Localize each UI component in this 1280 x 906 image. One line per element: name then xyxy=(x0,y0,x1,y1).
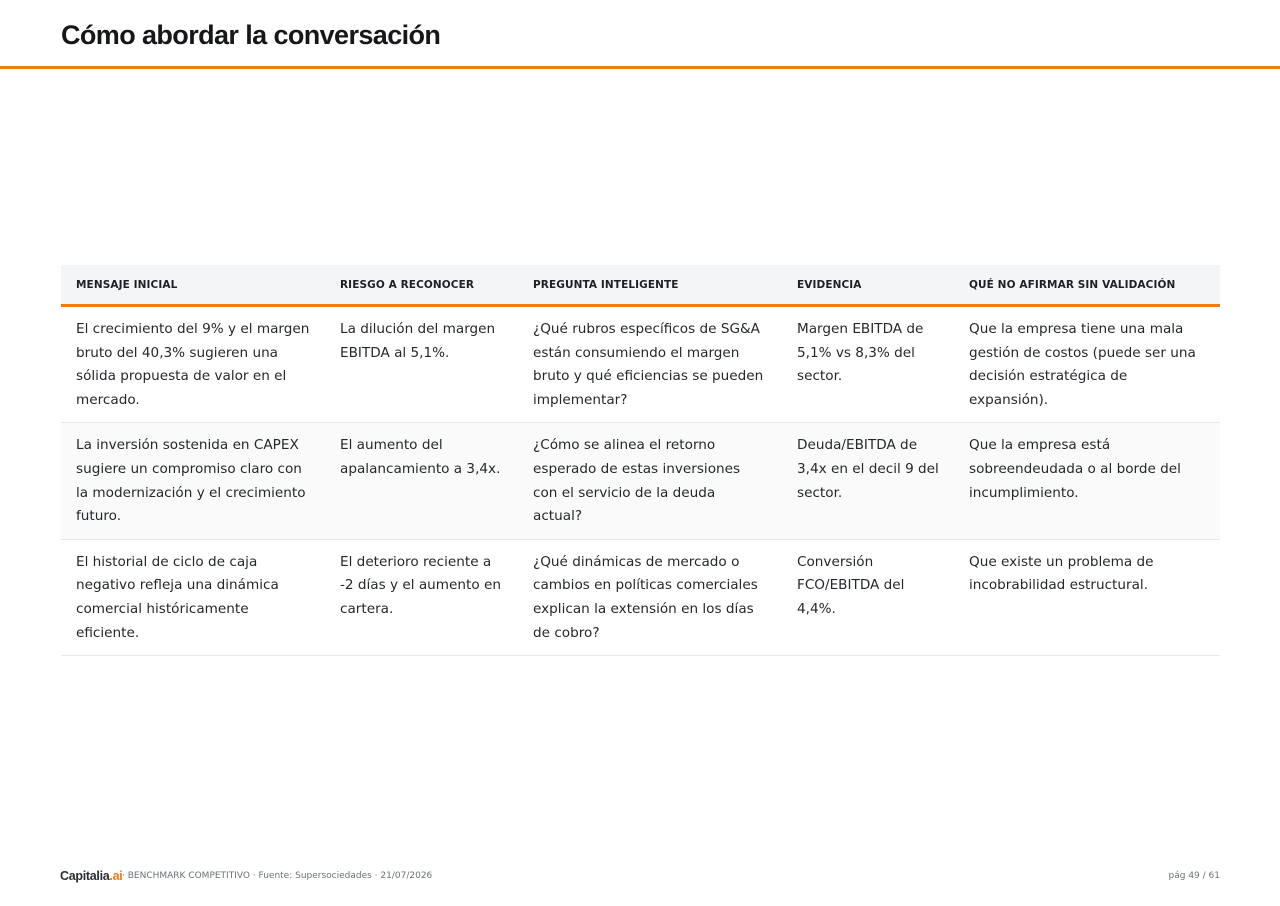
table-row xyxy=(61,423,1220,539)
table-cell-que-no-afirmar: Que existe un problema de incobrabilidad estructural. xyxy=(954,539,1220,655)
footer-meta: · BENCHMARK COMPETITIVO · Fuente: Supersociedades · 21/07/2026 xyxy=(122,871,433,881)
conversation-table-container xyxy=(61,265,1220,656)
table-cell-mensaje-inicial: La inversión sostenida en CAPEX sugiere un compromiso claro con la modernización y el crecimiento futuro. xyxy=(61,423,325,539)
brand-suffix: .ai xyxy=(109,869,123,883)
column-header-pregunta-inteligente: PREGUNTA INTELIGENTE xyxy=(518,265,782,306)
table-header xyxy=(61,265,1220,306)
table-cell-que-no-afirmar: Que la empresa tiene una mala gestión de costos (puede ser una decisión estratégica de expansión). xyxy=(954,306,1220,423)
page-title: Cómo abordar la conversación xyxy=(61,20,441,50)
table-cell-mensaje-inicial: El crecimiento del 9% y el margen bruto del 40,3% sugieren una sólida propuesta de valor en el mercado. xyxy=(61,306,325,423)
table-cell-que-no-afirmar: Que la empresa está sobreendeudada o al borde del incumplimiento. xyxy=(954,423,1220,539)
table-cell-riesgo: El deterioro reciente a -2 días y el aumento en cartera. xyxy=(325,539,518,655)
brand-logo xyxy=(60,869,122,883)
table-cell-pregunta: ¿Cómo se alinea el retorno esperado de estas inversiones con el servicio de la deuda actual? xyxy=(518,423,782,539)
page-number: pág 49 / 61 xyxy=(1168,871,1220,881)
table-row xyxy=(61,306,1220,423)
column-header-que-no-afirmar: QUÉ NO AFIRMAR SIN VALIDACIÓN xyxy=(954,265,1220,306)
brand-name: Capitalia xyxy=(60,869,110,883)
table-cell-mensaje-inicial: El historial de ciclo de caja negativo refleja una dinámica comercial históricamente eficiente. xyxy=(61,539,325,655)
table-cell-riesgo: La dilución del margen EBITDA al 5,1%. xyxy=(325,306,518,423)
table-cell-evidencia: Conversión FCO/EBITDA del 4,4%. xyxy=(782,539,954,655)
table-header-row xyxy=(61,265,1220,306)
column-header-evidencia: EVIDENCIA xyxy=(782,265,954,306)
page-footer xyxy=(60,869,1220,885)
table-cell-pregunta: ¿Qué dinámicas de mercado o cambios en políticas comerciales explican la extensión en los días de cobro? xyxy=(518,539,782,655)
table-cell-evidencia: Deuda/EBITDA de 3,4x en el decil 9 del sector. xyxy=(782,423,954,539)
table-cell-riesgo: El aumento del apalancamiento a 3,4x. xyxy=(325,423,518,539)
table-row xyxy=(61,539,1220,655)
table-cell-evidencia: Margen EBITDA de 5,1% vs 8,3% del sector. xyxy=(782,306,954,423)
table-cell-pregunta: ¿Qué rubros específicos de SG&A están consumiendo el margen bruto y qué eficiencias se pueden implementar? xyxy=(518,306,782,423)
conversation-table xyxy=(61,265,1220,656)
page-header xyxy=(0,0,1280,69)
column-header-mensaje-inicial: MENSAJE INICIAL xyxy=(61,265,325,306)
column-header-riesgo-a-reconocer: RIESGO A RECONOCER xyxy=(325,265,518,306)
table-body xyxy=(61,306,1220,656)
